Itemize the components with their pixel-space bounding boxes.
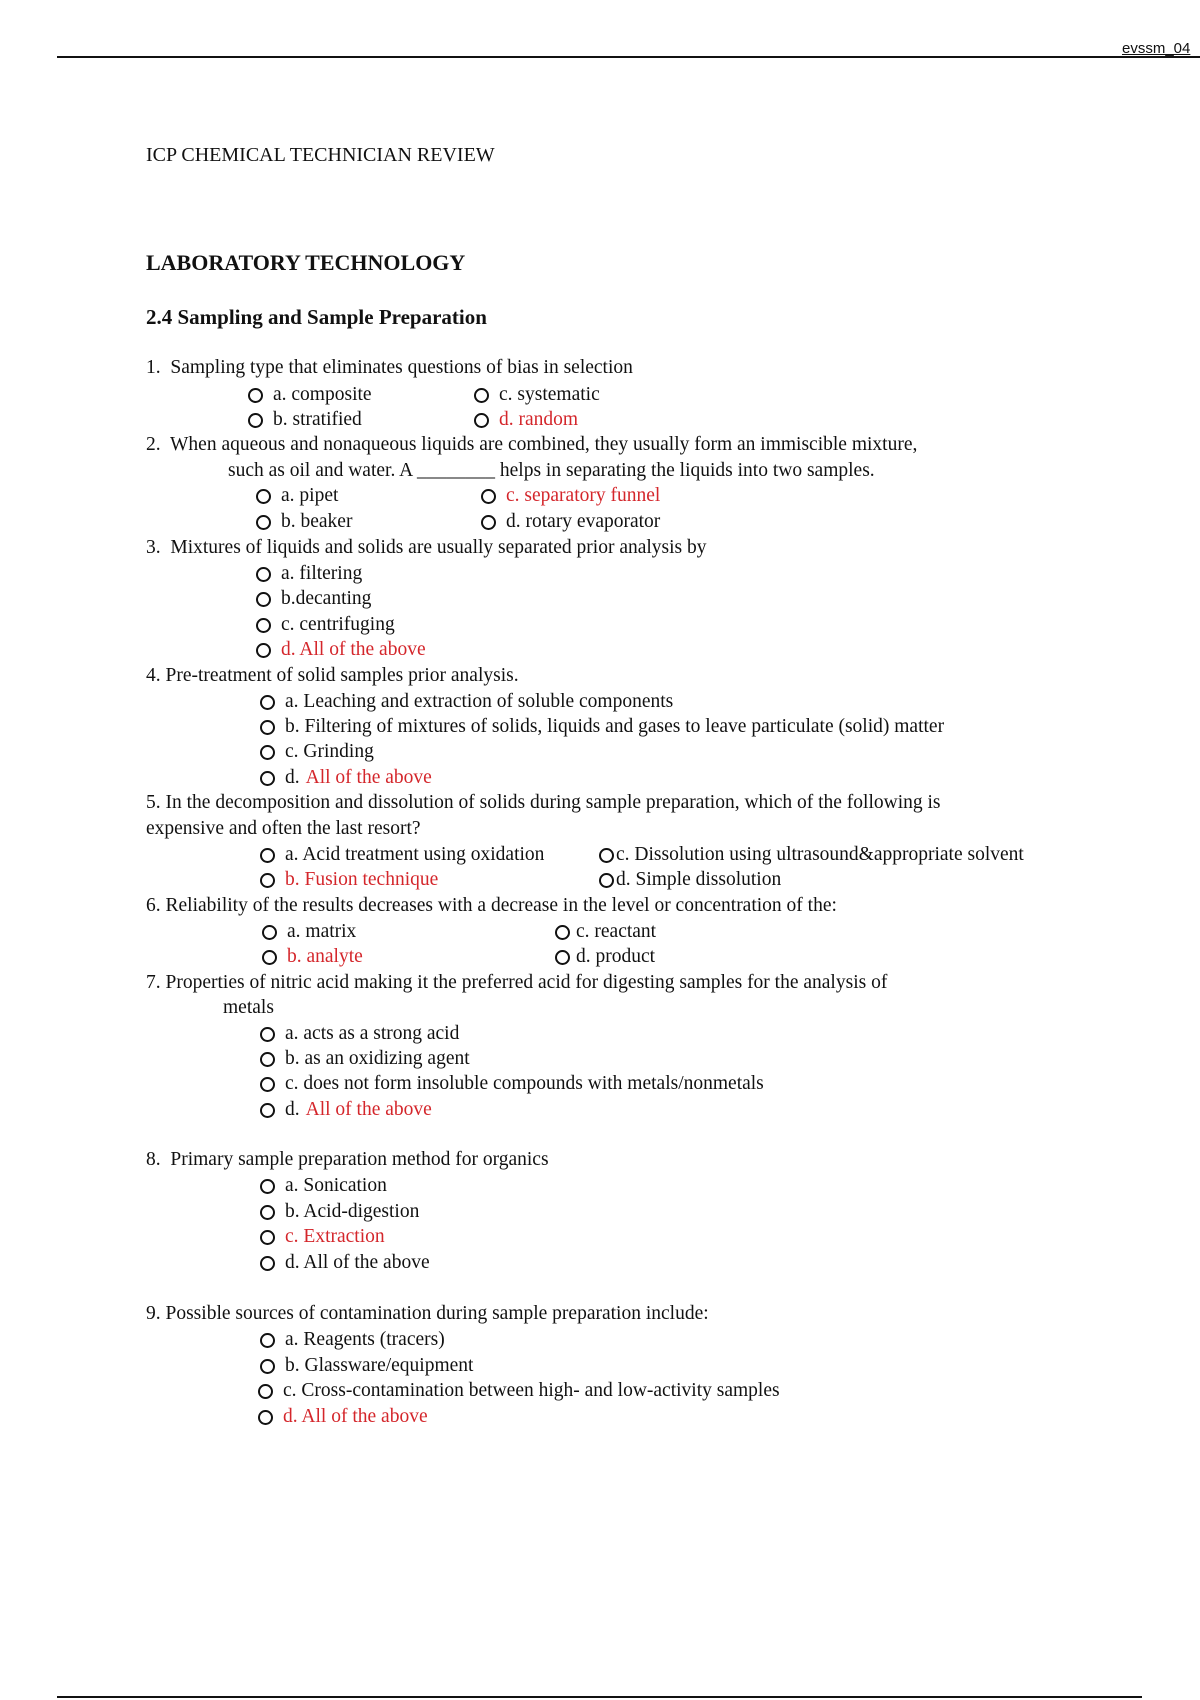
radio-circle-icon [260,1077,275,1092]
option-label: d. product [576,946,656,967]
option-label: c. separatory funnel [506,485,661,506]
q2-option-d[interactable] [481,510,660,534]
radio-circle-icon [256,567,271,582]
question-7-continued: metals [223,997,274,1018]
q7-option-a[interactable] [260,1022,459,1046]
radio-circle-icon [555,925,570,940]
radio-circle-icon [258,1384,273,1399]
q6-option-d[interactable] [555,945,655,969]
section-title: LABORATORY TECHNOLOGY [146,250,466,275]
option-label: b. stratified [273,409,362,430]
option-label: d. All of the above [285,1252,430,1273]
question-3 [146,536,707,560]
option-label: a. pipet [281,485,339,506]
option-label: a. Leaching and extraction of soluble components [285,691,674,712]
question-number: 1. [146,357,161,378]
option-label: b. Fusion technique [285,869,439,890]
question-number: 3. [146,537,161,558]
radio-circle-icon [256,489,271,504]
question-2 [146,433,917,457]
q8-option-b[interactable] [260,1200,419,1224]
radio-circle-icon [262,950,277,965]
page-id: evssm_04 [1122,40,1191,57]
q5-option-d[interactable] [599,868,781,892]
option-label: a. Acid treatment using oxidation [285,844,545,865]
option-label: d. rotary evaporator [506,511,661,532]
q4-option-d[interactable] [260,766,432,790]
q4-option-b[interactable] [260,715,944,739]
question-text: When aqueous and nonaqueous liquids are combined, they usually form an immiscible mixture, [170,434,918,455]
option-label: d. All of the above [283,1406,428,1427]
radio-circle-icon [248,413,263,428]
option-label: c. Grinding [285,741,374,762]
q3-option-d[interactable] [256,638,426,662]
q9-option-c[interactable] [258,1379,780,1403]
q1-option-b[interactable] [248,408,362,432]
radio-circle-icon [481,489,496,504]
q6-option-a[interactable] [262,920,356,944]
option-label: a. composite [273,384,372,405]
radio-circle-icon [256,515,271,530]
radio-circle-icon [260,720,275,735]
option-label: b. Filtering of mixtures of solids, liquids and gases to leave particulate (solid) matter [285,716,945,737]
q8-option-a[interactable] [260,1174,387,1198]
q4-option-a[interactable] [260,690,673,714]
radio-circle-icon [555,950,570,965]
q3-option-c[interactable] [256,613,395,637]
option-label: c. Dissolution using ultrasound&appropriate solvent [616,844,1024,865]
question-number: 9. [146,1303,161,1324]
radio-circle-icon [256,592,271,607]
question-text: Pre-treatment of solid samples prior analysis. [165,665,519,686]
radio-circle-icon [260,1205,275,1220]
question-8 [146,1148,549,1172]
option-label: b. Acid-digestion [285,1201,420,1222]
question-text: Possible sources of contamination during sample preparation include: [165,1303,709,1324]
option-label: a. acts as a strong acid [285,1023,460,1044]
option-label: b. beaker [281,511,353,532]
question-number: 6. [146,895,161,916]
q2-option-c[interactable] [481,484,660,508]
question-number: 7. [146,972,161,993]
radio-circle-icon [260,695,275,710]
q3-option-a[interactable] [256,562,362,586]
question-number: 2. [146,434,161,455]
question-text: Reliability of the results decreases with a decrease in the level or concentration of the: [165,895,837,916]
q2-option-b[interactable] [256,510,352,534]
q8-option-d[interactable] [260,1251,430,1275]
option-prefix: d. [285,1099,300,1120]
q1-option-a[interactable] [248,383,372,407]
radio-circle-icon [256,618,271,633]
question-7 [146,971,887,995]
option-label: a. Sonication [285,1175,387,1196]
q8-option-c[interactable] [260,1225,385,1249]
option-label: d. random [499,409,579,430]
radio-circle-icon [260,1333,275,1348]
radio-circle-icon [474,388,489,403]
bottom-rule [57,1696,1142,1698]
question-text: Mixtures of liquids and solids are usually separated prior analysis by [170,537,707,558]
question-text: In the decomposition and dissolution of solids during sample preparation, which of the following is [165,792,941,813]
question-5-continued: expensive and often the last resort? [146,818,421,839]
q7-option-c[interactable] [260,1072,764,1096]
option-label: c. centrifuging [281,614,395,635]
option-label: d. Simple dissolution [616,869,782,890]
radio-circle-icon [256,643,271,658]
q4-option-c[interactable] [260,740,374,764]
top-rule [57,56,1200,58]
option-label: b. analyte [287,946,363,967]
option-label: a. matrix [287,921,357,942]
radio-circle-icon [260,1103,275,1118]
q7-option-d[interactable] [260,1098,432,1122]
q1-option-c[interactable] [474,383,600,407]
document-header: ICP CHEMICAL TECHNICIAN REVIEW [146,144,495,166]
radio-circle-icon [481,515,496,530]
question-5 [146,791,941,815]
radio-circle-icon [474,413,489,428]
question-text: Primary sample preparation method for organics [170,1149,549,1170]
radio-circle-icon [260,1179,275,1194]
radio-circle-icon [262,925,277,940]
radio-circle-icon [260,1230,275,1245]
q5-option-b[interactable] [260,868,438,892]
radio-circle-icon [260,771,275,786]
q2-option-a[interactable] [256,484,338,508]
option-label: b.decanting [281,588,372,609]
question-number: 5. [146,792,161,813]
option-prefix: d. [285,767,300,788]
option-label: a. Reagents (tracers) [285,1329,445,1350]
question-text: Properties of nitric acid making it the preferred acid for digesting samples for the analysis of [165,972,888,993]
q9-option-b[interactable] [260,1354,473,1378]
radio-circle-icon [248,388,263,403]
option-label: c. does not form insoluble compounds with metals/nonmetals [285,1073,764,1094]
radio-circle-icon [599,848,614,863]
question-9 [146,1302,709,1326]
option-label: a. filtering [281,563,363,584]
radio-circle-icon [260,1052,275,1067]
q9-option-d[interactable] [258,1405,428,1429]
q5-option-a[interactable] [260,843,544,867]
radio-circle-icon [599,873,614,888]
question-number: 8. [146,1149,161,1170]
q5-option-c[interactable] [599,843,1024,867]
question-2-continued: such as oil and water. A ________ helps in separating the liquids into two samples. [228,460,875,481]
radio-circle-icon [260,873,275,888]
option-label: c. reactant [576,921,657,942]
radio-circle-icon [260,745,275,760]
radio-circle-icon [260,1256,275,1271]
option-label: c. systematic [499,384,600,405]
radio-circle-icon [260,848,275,863]
option-label: All of the above [305,767,432,788]
question-text: Sampling type that eliminates questions of bias in selection [170,357,633,378]
question-4 [146,664,519,688]
radio-circle-icon [258,1410,273,1425]
radio-circle-icon [260,1027,275,1042]
q9-option-a[interactable] [260,1328,445,1352]
radio-circle-icon [260,1359,275,1374]
question-1 [146,356,633,380]
option-label: c. Extraction [285,1226,385,1247]
subsection-title: 2.4 Sampling and Sample Preparation [146,305,487,329]
option-label: All of the above [305,1099,432,1120]
question-number: 4. [146,665,161,686]
option-label: b. as an oxidizing agent [285,1048,470,1069]
option-label: b. Glassware/equipment [285,1355,474,1376]
option-label: d. All of the above [281,639,426,660]
q6-option-c[interactable] [555,920,656,944]
q6-option-b[interactable] [262,945,363,969]
q1-option-d[interactable] [474,408,578,432]
q7-option-b[interactable] [260,1047,470,1071]
question-6 [146,894,837,918]
q3-option-b[interactable] [256,587,371,611]
option-label: c. Cross-contamination between high- and low-activity samples [283,1380,780,1401]
